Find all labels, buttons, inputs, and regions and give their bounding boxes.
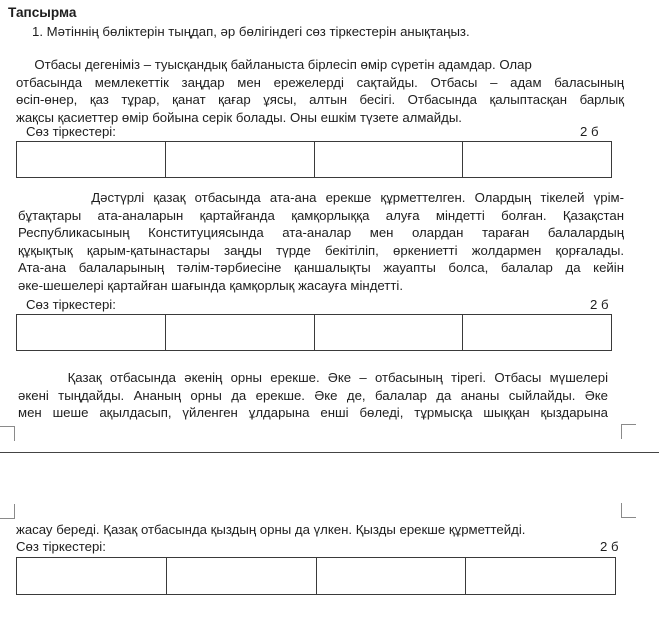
page-corner-mark: [0, 426, 15, 441]
phrases-label: Сөз тіркестері:: [26, 297, 116, 312]
answer-cell[interactable]: [463, 315, 612, 351]
answer-cell[interactable]: [165, 315, 314, 351]
paragraph-line: Отбасы дегеніміз – туысқандық байланыста бірлесіп өмір сүретін адамдар. Олар: [16, 57, 532, 72]
paragraph-line: жасау береді. Қазақ отбасында қыздың орны да үлкен. Қызды ерекше құрметтейді.: [16, 522, 526, 537]
answer-cell[interactable]: [165, 142, 314, 178]
answer-cell[interactable]: [316, 558, 466, 595]
answer-cell[interactable]: [17, 315, 166, 351]
paragraph-3: [18, 369, 608, 422]
paragraph-line: жақсы қасиеттер өмір бойына серік болады. Оны ешкім түзете алмайды.: [16, 109, 462, 125]
paragraph-line: Ата-ана балаларының тәлім-тәрбиесіне қаншалықты жауапты болса, балалар да кейін: [18, 260, 624, 276]
phrases-label: Сөз тіркестері:: [26, 124, 116, 139]
paragraph-line: өсіп-өнер, қаз тұрар, қанат қағар ұясы, алтын бесігі. Отбасында қалыптасқан барлық: [16, 92, 624, 108]
answer-cell[interactable]: [314, 315, 463, 351]
answer-cell[interactable]: [466, 558, 616, 595]
answer-table-1: [16, 141, 612, 178]
page-break: [0, 452, 659, 453]
paragraph-line: бұтақтары ата-аналарын қартайғанда қамқорлыққа алуға міндетті болған. Қазақстан: [18, 207, 624, 223]
paragraph-4: [16, 521, 624, 539]
paragraph-line: әке-шешелері қартайған шағында қамқорлық жасауға міндетті.: [18, 277, 403, 293]
page-corner-mark: [621, 503, 636, 518]
paragraph-1: [16, 56, 624, 126]
task-instruction: 1. Мәтіннің бөліктерін тыңдап, әр бөлігіндегі сөз тіркестерін анықтаңыз.: [32, 24, 470, 39]
points-label: 2 б: [580, 124, 599, 139]
paragraph-2: [18, 189, 624, 295]
paragraph-line: Республикасының Конституциясында ата-аналар мен олардан тараған балалардың: [18, 225, 624, 241]
answer-cell[interactable]: [166, 558, 316, 595]
points-label: 2 б: [600, 539, 619, 554]
points-label: 2 б: [590, 297, 609, 312]
answer-cell[interactable]: [17, 558, 167, 595]
answer-cell[interactable]: [314, 142, 463, 178]
paragraph-line: әкені тыңдайды. Ананың орны да ерекше. Әке де, балалар да ананы сыйлайды. Әке: [18, 387, 608, 403]
page-corner-mark: [0, 504, 15, 519]
answer-table-3: [16, 557, 616, 595]
page-corner-mark: [621, 424, 636, 439]
paragraph-line: отбасында мемлекеттік заңдар мен ережелерді сақтайды. Отбасы – адам баласының: [16, 74, 624, 90]
phrases-label: Сөз тіркестері:: [16, 539, 106, 554]
answer-cell[interactable]: [17, 142, 166, 178]
paragraph-line: мен шеше ақылдасып, үйленген ұлдарына енші бөледі, тұрмысқа шыққан қыздарына: [18, 405, 608, 421]
paragraph-line: құқықтық қарым-қатынастары заңды түрде бекітіліп, өркениетті жолдармен қорғалады.: [18, 242, 624, 258]
paragraph-line: Қазақ отбасында әкенің орны ерекше. Әке – отбасының тірегі. Отбасы мүшелері: [18, 370, 608, 385]
answer-table-2: [16, 314, 612, 351]
paragraph-line: Дәстүрлі қазақ отбасында ата-ана ерекше құрметтелген. Олардың тікелей үрім-: [18, 190, 624, 205]
heading: Тапсырма: [8, 5, 77, 20]
answer-cell[interactable]: [463, 142, 612, 178]
